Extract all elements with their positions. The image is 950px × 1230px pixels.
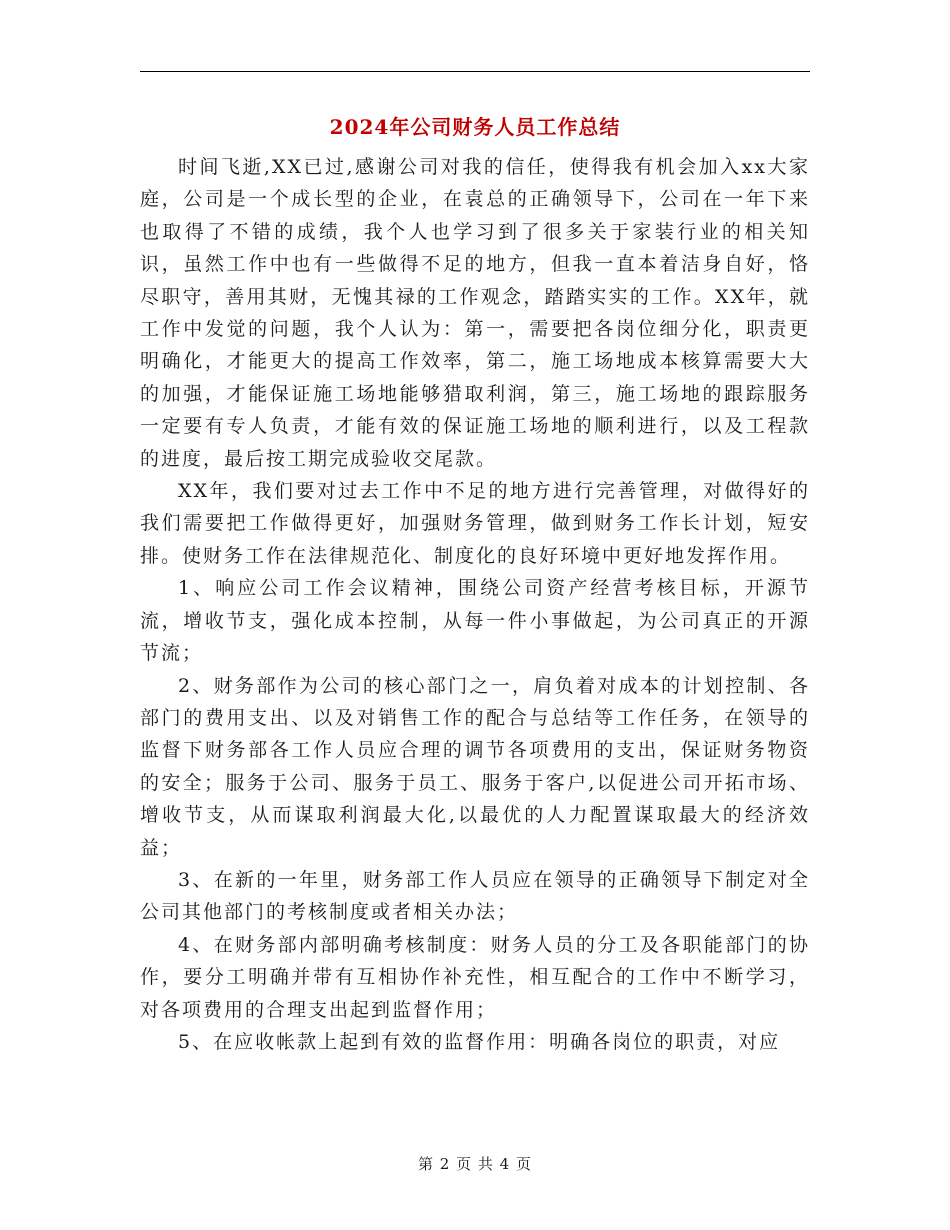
paragraph-intro: 时间飞逝,XX已过,感谢公司对我的信任，使得我有机会加入xx大家庭，公司是一个成长型的企业，在袁总的正确领导下，公司在一年下来也取得了不错的成绩，我个人也学习到了很多关于家装行业的相关知识，虽然工作中也有一些做得不足的地方，但我一直本着洁身自好，恪尽职守，善用其财，无愧其禄的工作观念，踏踏实实的工作。XX年，就工作中发觉的问题，我个人认为：第一，需要把各岗位细分化，职责更明确化，才能更大的提高工作效率，第二，施工场地成本核算需要大大的加强，才能保证施工场地能够猎取利润，第三，施工场地的跟踪服务一定要有专人负责，才能有效的保证施工场地的顺利进行，以及工程款的进度，最后按工期完成验收交尾款。 [140, 156, 810, 470]
paragraph-item-1: 1、响应公司工作会议精神，围绕公司资产经营考核目标，开源节流，增收节支，强化成本控制，从每一件小事做起，为公司真正的开源节流； [140, 577, 810, 665]
header-rule [140, 71, 810, 72]
document-title: 2024年公司财务人员工作总结 [329, 115, 621, 139]
page-number: 第 2 页 共 4 页 [418, 1155, 532, 1173]
paragraph-item-3: 3、在新的一年里，财务部工作人员应在领导的正确领导下制定对全公司其他部门的考核制度或者相关办法； [140, 868, 810, 924]
document-body [140, 151, 810, 1058]
paragraph-item-5: 5、在应收帐款上起到有效的监督作用：明确各岗位的职责，对应 [178, 1030, 781, 1053]
paragraph-item-4: 4、在财务部内部明确考核制度：财务人员的分工及各职能部门的协作，要分工明确并带有互相协作补充性，相互配合的工作中不断学习，对各项费用的合理支出起到监督作用； [140, 933, 810, 1021]
paragraph-item-2: 2、财务部作为公司的核心部门之一，肩负着对成本的计划控制、各部门的费用支出、以及对销售工作的配合与总结等工作任务，在领导的监督下财务部各工作人员应合理的调节各项费用的支出，保证财务物资的安全；服务于公司、服务于员工、服务于客户,以促进公司开拓市场、增收节支，从而谋取利润最大化,以最优的人力配置谋取最大的经济效益； [140, 674, 810, 859]
paragraph-plan: XX年，我们要对过去工作中不足的地方进行完善管理，对做得好的我们需要把工作做得更好，加强财务管理，做到财务工作长计划，短安排。使财务工作在法律规范化、制度化的良好环境中更好地发挥作用。 [140, 480, 810, 567]
